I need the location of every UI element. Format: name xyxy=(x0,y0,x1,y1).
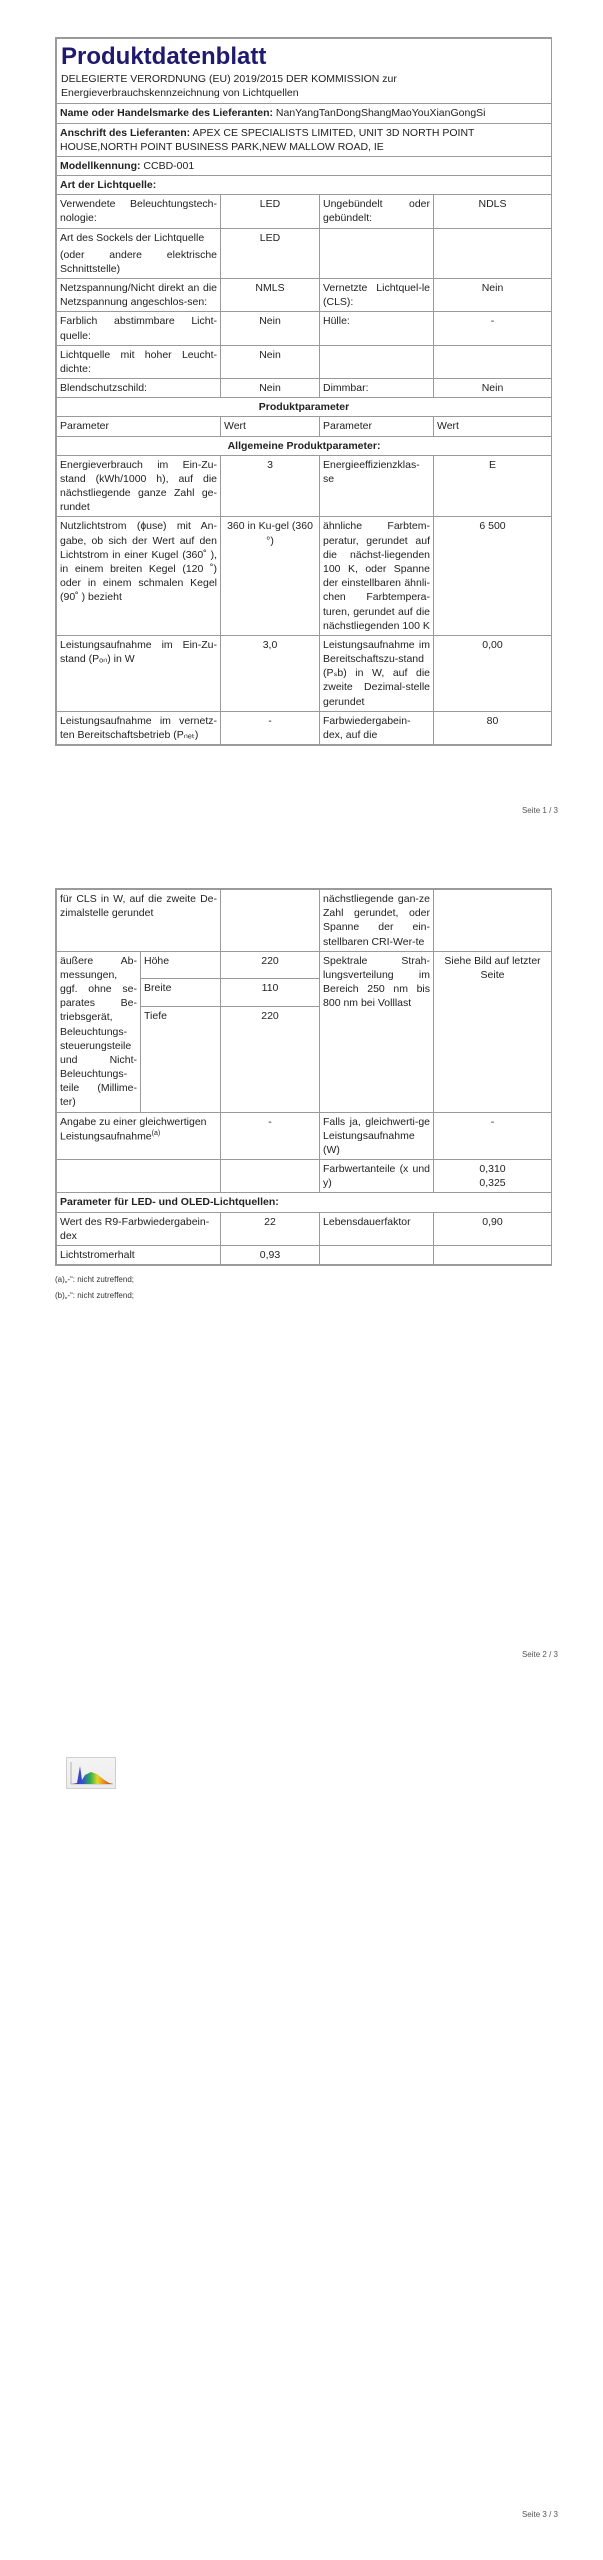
spectral-distribution-value: Siehe Bild auf letzter Seite xyxy=(434,951,552,1112)
table-row xyxy=(57,951,552,978)
table-row xyxy=(57,379,552,398)
cell-value: - xyxy=(434,312,552,345)
page-number-2: Seite 2 / 3 xyxy=(521,1650,558,1659)
section-led-parameters: Parameter für LED- und OLED-Lichtquellen: xyxy=(57,1193,552,1212)
dimension-depth-label: Tiefe xyxy=(141,1006,221,1112)
cell-value: Nein xyxy=(434,279,552,312)
equivalent-power-label: Angabe zu einer gleichwertigen Leistungsaufnahme xyxy=(60,1115,207,1143)
cell-label: Leistungsaufnahme im Bereitschaftszu-stand (Pₛb) in W, auf die zweite Dezimal-stelle gerundet xyxy=(320,635,434,711)
section-product-parameters: Produktparameter xyxy=(57,398,552,417)
cell-value: 0,93 xyxy=(221,1245,320,1264)
cell-value: LED xyxy=(221,195,320,228)
cell-label: Netzspannung/Nicht direkt an die Netzspannung angeschlos-sen: xyxy=(57,279,221,312)
model-label: Modellkennung: xyxy=(60,159,141,172)
cell-value: E xyxy=(434,455,552,517)
cell-value: 3 xyxy=(221,455,320,517)
cell-value: 80 xyxy=(434,711,552,744)
dimension-width-value: 110 xyxy=(221,979,320,1006)
cell-value: NDLS xyxy=(434,195,552,228)
cell-empty xyxy=(221,890,320,952)
cell-label: Lichtquelle mit hoher Leucht-dichte: xyxy=(57,345,221,378)
spectrum-icon xyxy=(67,1758,115,1788)
cell-value: 22 xyxy=(221,1212,320,1245)
cell-empty xyxy=(221,1160,320,1193)
datasheet-page-2 xyxy=(55,888,552,1266)
cell-label xyxy=(57,1112,221,1160)
footnote-b xyxy=(55,1291,134,1302)
cell-label: Hülle: xyxy=(320,312,434,345)
cell-value: 360 in Ku-gel (360 °) xyxy=(221,517,320,635)
cell-label: Wert des R9-Farbwiedergabein-dex xyxy=(57,1212,221,1245)
cell-label: Verwendete Beleuchtungstech-nologie: xyxy=(57,195,221,228)
cell-label xyxy=(57,228,221,279)
cell-value: 0,90 xyxy=(434,1212,552,1245)
datasheet-page-1 xyxy=(55,37,552,746)
supplier-address-row xyxy=(57,123,552,156)
cell-empty xyxy=(434,228,552,279)
table-row xyxy=(57,455,552,517)
chromaticity-x: 0,310 xyxy=(479,1163,506,1176)
spectrum-image xyxy=(66,1757,116,1789)
cell-label: Ungebündelt oder gebündelt: xyxy=(320,195,434,228)
section-light-source-type: Art der Lichtquelle: xyxy=(57,176,552,195)
footnote-b-text: „-“: nicht zutreffend; xyxy=(64,1291,134,1300)
model-value: CCBD-001 xyxy=(143,159,195,172)
socket-label: Art des Sockels der Lichtquelle xyxy=(60,231,205,244)
supplier-name-value: NanYangTanDongShangMaoYouXianGongSi xyxy=(275,107,486,120)
table-row xyxy=(57,635,552,711)
table-row xyxy=(57,517,552,635)
socket-label-note: (oder andere elektrische Schnittstelle) xyxy=(60,248,217,275)
table-row xyxy=(57,1245,552,1264)
cell-value: 6 500 xyxy=(434,517,552,635)
cell-empty xyxy=(57,1160,221,1193)
cell-empty xyxy=(434,345,552,378)
dimension-depth-value: 220 xyxy=(221,1006,320,1112)
cell-value: - xyxy=(221,1112,320,1160)
cell-value: Nein xyxy=(221,379,320,398)
table-row xyxy=(57,711,552,744)
chromaticity-label: Farbwertanteile (x und y) xyxy=(320,1160,434,1193)
cell-label: Lichtstromerhalt xyxy=(57,1245,221,1264)
supplier-name-label: Name oder Handelsmarke des Lieferanten: xyxy=(60,107,273,120)
page-number-1: Seite 1 / 3 xyxy=(521,806,558,815)
section-general-parameters: Allgemeine Produktparameter: xyxy=(57,436,552,455)
col-header-value: Wert xyxy=(434,417,552,436)
cell-label: Vernetzte Lichtquel-le (CLS): xyxy=(320,279,434,312)
cell-value: NMLS xyxy=(221,279,320,312)
cell-empty xyxy=(320,228,434,279)
cell-value: - xyxy=(434,1112,552,1160)
page-title: Produktdatenblatt xyxy=(61,43,267,70)
supplier-address-label: Anschrift des Lieferanten: xyxy=(60,126,191,139)
cell-value: Nein xyxy=(221,312,320,345)
model-row xyxy=(57,156,552,175)
cell-label: ähnliche Farbtem-peratur, gerundet auf die nächst-liegenden 100 K, oder Spanne der einstellbaren ähnli-chen Farbtempera-turen, gerundet auf die nächstliegenden 100 K xyxy=(320,517,434,635)
cell-label: für CLS in W, auf die zweite De-zimalstelle gerundet xyxy=(57,890,221,952)
footnote-a xyxy=(55,1275,134,1286)
cell-label: Farblich abstimmbare Licht-quelle: xyxy=(57,312,221,345)
cell-empty xyxy=(434,1245,552,1264)
cell-label: Nutzlichtstrom (ɸuse) mit An-gabe, ob sich der Wert auf den Lichtstrom in einer Kugel (360˚ ), in einem breiten Kegel (120 ˚) oder in einem schmalen Kegel (90˚ ) bezieht xyxy=(57,517,221,635)
table-row xyxy=(57,890,552,952)
footnote-marker: (a) xyxy=(151,1129,161,1137)
table-row xyxy=(57,345,552,378)
table-row xyxy=(57,1160,552,1193)
cell-value: LED xyxy=(221,228,320,279)
table-row xyxy=(57,1212,552,1245)
footnote-a-mark: (a) xyxy=(55,1275,65,1284)
supplier-address-value: APEX CE SPECIALISTS LIMITED, UNIT 3D NORTH POINT HOUSE,NORTH POINT BUSINESS PARK,NEW MALLOW ROAD, IE xyxy=(60,126,475,153)
datasheet-table-page-1 xyxy=(56,38,552,745)
supplier-name-row xyxy=(57,104,552,123)
cell-empty xyxy=(320,345,434,378)
cell-label: Energieverbrauch im Ein-Zu-stand (kWh/1000 h), auf die nächstliegende ganze Zahl ge-rundet xyxy=(57,455,221,517)
table-row xyxy=(57,312,552,345)
cell-value: Nein xyxy=(221,345,320,378)
cell-value: - xyxy=(221,711,320,744)
spectral-distribution-label: Spektrale Strah-lungsverteilung im Bereich 250 nm bis 800 nm bei Volllast xyxy=(320,951,434,1112)
table-row xyxy=(57,228,552,279)
table-row xyxy=(57,1112,552,1160)
cell-value: 0,00 xyxy=(434,635,552,711)
col-header-parameter: Parameter xyxy=(57,417,221,436)
cell-label: Lebensdauerfaktor xyxy=(320,1212,434,1245)
cell-value: 3,0 xyxy=(221,635,320,711)
table-row xyxy=(57,195,552,228)
footnote-a-text: „-“: nicht zutreffend; xyxy=(64,1275,134,1284)
cell-value: Nein xyxy=(434,379,552,398)
page-number-3: Seite 3 / 3 xyxy=(521,2510,558,2519)
cell-label: Dimmbar: xyxy=(320,379,434,398)
dimensions-label: äußere Ab-messungen, ggf. ohne se-parates Be-triebsgerät, Beleuchtungs-steuerungsteile und Nicht-Beleuchtungs-teile (Millime-ter) xyxy=(57,951,141,1112)
cell-label: Energieeffizienzklas-se xyxy=(320,455,434,517)
cell-label: Farbwiedergabein-dex, auf die xyxy=(320,711,434,744)
chromaticity-value xyxy=(434,1160,552,1193)
cell-label: Leistungsaufnahme im vernetz-ten Bereitschaftsbetrieb (Pₙₑₜ) xyxy=(57,711,221,744)
cell-empty xyxy=(434,890,552,952)
cell-label: Leistungsaufnahme im Ein-Zu-stand (Pₒₙ) in W xyxy=(57,635,221,711)
cell-label: Falls ja, gleichwerti-ge Leistungsaufnahme (W) xyxy=(320,1112,434,1160)
datasheet-table-page-2 xyxy=(56,889,552,1265)
dimension-height-label: Höhe xyxy=(141,951,221,978)
col-header-parameter: Parameter xyxy=(320,417,434,436)
dimension-width-label: Breite xyxy=(141,979,221,1006)
table-row xyxy=(57,279,552,312)
footnote-b-mark: (b) xyxy=(55,1291,65,1300)
regulation-text: DELEGIERTE VERORDNUNG (EU) 2019/2015 DER KOMMISSION zur Energieverbrauchskennzeichnung von Lichtquellen xyxy=(61,73,397,100)
chromaticity-y: 0,325 xyxy=(479,1177,506,1190)
col-header-value: Wert xyxy=(221,417,320,436)
cell-label: Blendschutzschild: xyxy=(57,379,221,398)
cell-empty xyxy=(320,1245,434,1264)
dimension-height-value: 220 xyxy=(221,951,320,978)
table-header-row xyxy=(57,417,552,436)
cell-label: nächstliegende gan-ze Zahl gerundet, oder Spanne der ein-stellbaren CRI-Wer-te xyxy=(320,890,434,952)
